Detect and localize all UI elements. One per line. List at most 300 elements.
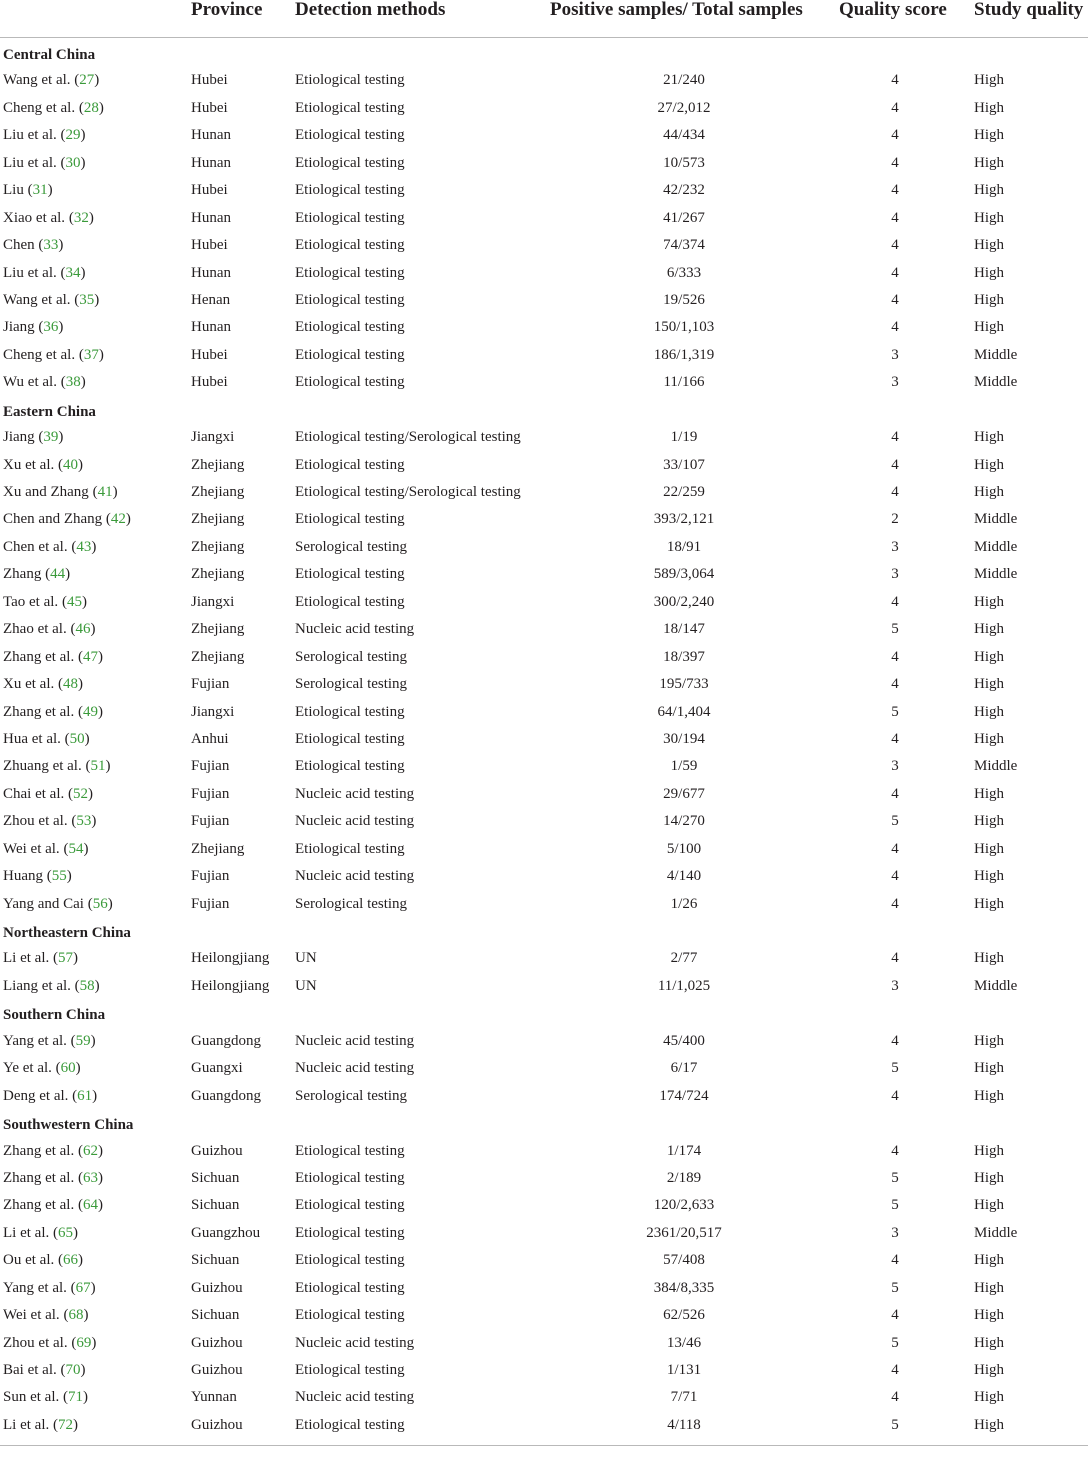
reference-number: 56 xyxy=(92,895,108,912)
study-cell: Sun et al. (71) xyxy=(3,1389,88,1406)
reference-number: 39 xyxy=(43,429,59,446)
table-row xyxy=(0,669,1088,696)
study-quality-cell: High xyxy=(974,1252,1004,1269)
study-cell: Huang (55) xyxy=(3,868,72,885)
quality-score-cell: 4 xyxy=(891,1389,899,1406)
detection-method-cell: Nucleic acid testing xyxy=(295,868,415,885)
reference-number: 27 xyxy=(79,72,95,89)
study-author: Bai et al. xyxy=(3,1362,57,1378)
study-author: Zhou et al. xyxy=(3,1334,68,1351)
province-cell: Hubei xyxy=(191,99,228,116)
study-author: Hua et al. xyxy=(3,730,61,747)
study-cell: Wang et al. (35) xyxy=(3,291,100,308)
study-author: Chen xyxy=(3,237,35,254)
province-cell: Guangzhou xyxy=(191,1224,261,1241)
detection-method-cell: Etiological testing xyxy=(295,1307,405,1324)
detection-method-cell: Nucleic acid testing xyxy=(295,1032,415,1049)
detection-method-cell: Etiological testing xyxy=(295,182,405,199)
detection-method-cell: Etiological testing xyxy=(295,703,405,720)
quality-score-cell: 4 xyxy=(891,1362,899,1378)
reference-number: 71 xyxy=(68,1389,83,1406)
study-quality-cell: High xyxy=(974,676,1004,693)
quality-score-cell: 4 xyxy=(891,950,899,967)
section-title: Northeastern China xyxy=(3,925,131,941)
quality-score-cell: 5 xyxy=(891,1416,899,1433)
reference-number: 69 xyxy=(76,1334,92,1351)
study-quality-cell: Middle xyxy=(974,511,1018,528)
table-row xyxy=(0,697,1088,724)
positive-samples-cell: 300/2,240 xyxy=(653,593,715,610)
study-author: Jiang xyxy=(3,319,35,336)
study-quality-cell: High xyxy=(974,813,1004,830)
study-author: Zhang xyxy=(3,566,42,583)
table-row xyxy=(0,724,1088,751)
study-quality-cell: Middle xyxy=(974,346,1018,363)
study-cell: Zhang et al. (47) xyxy=(3,648,103,665)
quality-score-cell: 4 xyxy=(891,72,899,89)
study-author: Zhang et al. xyxy=(3,1169,75,1186)
study-cell: Li et al. (57) xyxy=(3,950,78,967)
detection-method-cell: Etiological testing xyxy=(295,291,405,308)
table-row xyxy=(0,806,1088,833)
province-cell: Guizhou xyxy=(191,1279,243,1296)
study-cell: Wang et al. (27) xyxy=(3,72,100,89)
detection-method-cell: Etiological testing xyxy=(295,154,405,171)
detection-method-cell: Etiological testing xyxy=(295,99,405,116)
reference-number: 67 xyxy=(75,1279,91,1296)
province-cell: Guizhou xyxy=(191,1334,243,1351)
positive-samples-cell: 21/240 xyxy=(663,72,705,89)
positive-samples-cell: 4/118 xyxy=(667,1416,701,1433)
province-cell: Jiangxi xyxy=(191,593,235,610)
study-quality-cell: High xyxy=(974,127,1004,144)
province-cell: Hubei xyxy=(191,182,228,199)
positive-samples-cell: 5/100 xyxy=(666,840,702,857)
study-author: Yang et al. xyxy=(3,1032,67,1049)
study-cell: Xiao et al. (32) xyxy=(3,209,94,226)
table-row xyxy=(0,943,1088,970)
study-quality-cell: High xyxy=(974,1060,1004,1077)
positive-samples-cell: 74/374 xyxy=(663,237,705,254)
study-quality-cell: Middle xyxy=(974,538,1018,555)
study-cell: Wei et al. (54) xyxy=(3,840,89,857)
table-row xyxy=(0,559,1088,586)
table-row xyxy=(0,422,1088,449)
table-row xyxy=(0,614,1088,641)
study-quality-cell: High xyxy=(974,895,1004,912)
detection-method-cell: Etiological testing/Serological testing xyxy=(295,429,521,446)
study-cell: Zhang et al. (63) xyxy=(3,1169,103,1186)
study-quality-cell: Middle xyxy=(974,1224,1018,1241)
detection-method-cell: Nucleic acid testing xyxy=(295,621,415,638)
study-quality-cell: High xyxy=(974,429,1004,446)
positive-samples-cell: 44/434 xyxy=(663,127,705,144)
section-header xyxy=(0,998,1088,1025)
positive-samples-cell: 120/2,633 xyxy=(653,1197,715,1214)
detection-method-cell: Serological testing xyxy=(295,676,408,693)
quality-score-cell: 4 xyxy=(891,291,899,308)
study-author: Zhou et al. xyxy=(3,813,68,830)
detection-method-cell: Etiological testing xyxy=(295,346,405,363)
table-row xyxy=(0,532,1088,559)
positive-samples-cell: 2/189 xyxy=(666,1169,702,1186)
positive-samples-cell: 57/408 xyxy=(663,1252,705,1269)
study-cell: Wu et al. (38) xyxy=(3,374,86,391)
detection-method-cell: Etiological testing xyxy=(295,1279,405,1296)
detection-method-cell: Etiological testing xyxy=(295,1252,405,1269)
section-title: Southwestern China xyxy=(3,1117,134,1134)
reference-number: 52 xyxy=(72,785,88,802)
study-author: Liang et al. xyxy=(3,977,71,994)
detection-method-cell: Serological testing xyxy=(295,538,408,555)
quality-score-cell: 5 xyxy=(891,703,899,720)
reference-number: 40 xyxy=(62,456,78,473)
detection-method-cell: Etiological testing/Serological testing xyxy=(295,484,521,500)
study-quality-cell: High xyxy=(974,868,1004,885)
study-quality-cell: High xyxy=(974,237,1004,254)
study-cell: Li et al. (65) xyxy=(3,1224,78,1241)
table-row xyxy=(0,751,1088,778)
quality-score-cell: 4 xyxy=(891,456,899,473)
quality-score-cell: 4 xyxy=(891,1142,899,1159)
study-author: Chen et al. xyxy=(3,538,68,555)
quality-score-cell: 4 xyxy=(891,868,899,885)
detection-method-cell: Etiological testing xyxy=(295,511,405,528)
reference-number: 62 xyxy=(82,1142,98,1159)
study-quality-cell: High xyxy=(974,648,1004,665)
quality-score-cell: 4 xyxy=(891,264,899,281)
study-author: Liu et al. xyxy=(3,264,57,281)
detection-method-cell: Etiological testing xyxy=(295,209,405,226)
study-cell: Ye et al. (60) xyxy=(3,1060,81,1077)
study-quality-cell: High xyxy=(974,950,1004,967)
detection-method-cell: Etiological testing xyxy=(295,456,405,473)
quality-score-cell: 5 xyxy=(891,1197,899,1214)
quality-score-cell: 4 xyxy=(891,1032,899,1049)
table-header xyxy=(0,0,1088,38)
section-title: Southern China xyxy=(3,1007,106,1024)
study-author: Tao et al. xyxy=(3,593,59,610)
study-quality-cell: Middle xyxy=(974,977,1018,994)
quality-score-cell: 4 xyxy=(891,593,899,610)
study-author: Wei et al. xyxy=(3,1307,60,1324)
table-row xyxy=(0,1136,1088,1163)
province-cell: Zhejiang xyxy=(191,456,245,473)
table-row xyxy=(0,477,1088,504)
study-quality-cell: High xyxy=(974,703,1004,720)
study-cell: Liu et al. (29) xyxy=(3,127,86,144)
study-quality-cell: High xyxy=(974,1087,1004,1104)
study-quality-cell: High xyxy=(974,1197,1004,1214)
province-cell: Hubei xyxy=(191,346,228,363)
table-row xyxy=(0,1190,1088,1217)
positive-samples-cell: 393/2,121 xyxy=(653,511,715,528)
positive-samples-cell: 2361/20,517 xyxy=(646,1224,722,1241)
reference-number: 31 xyxy=(32,182,48,199)
study-quality-cell: High xyxy=(974,209,1004,226)
table-row xyxy=(0,340,1088,367)
quality-score-cell: 3 xyxy=(891,977,899,994)
study-cell: Zhou et al. (53) xyxy=(3,813,97,830)
study-cell: Xu and Zhang (41) xyxy=(3,484,118,500)
reference-number: 68 xyxy=(68,1307,84,1324)
study-author: Yang et al. xyxy=(3,1279,67,1296)
study-quality-cell: High xyxy=(974,1334,1004,1351)
quality-score-cell: 3 xyxy=(891,374,899,391)
province-cell: Sichuan xyxy=(191,1169,240,1186)
detection-method-cell: Etiological testing xyxy=(295,264,405,281)
study-author: Zhang et al. xyxy=(3,1142,75,1159)
quality-score-cell: 4 xyxy=(891,785,899,802)
study-author: Liu xyxy=(3,182,24,199)
province-cell: Hubei xyxy=(191,237,228,254)
detection-method-cell: Etiological testing xyxy=(295,593,405,610)
province-cell: Hunan xyxy=(191,154,231,171)
quality-score-cell: 4 xyxy=(891,99,899,116)
study-cell: Chen and Zhang (42) xyxy=(3,511,131,528)
study-cell: Cheng et al. (28) xyxy=(3,99,104,116)
table-row xyxy=(0,1355,1088,1382)
study-quality-cell: High xyxy=(974,456,1004,473)
reference-number: 34 xyxy=(65,264,81,281)
reference-number: 72 xyxy=(57,1416,73,1433)
reference-number: 47 xyxy=(82,648,98,665)
study-cell: Zhou et al. (69) xyxy=(3,1334,97,1351)
quality-score-cell: 4 xyxy=(891,1087,899,1104)
quality-score-cell: 4 xyxy=(891,319,899,336)
study-cell: Ou et al. (66) xyxy=(3,1252,83,1269)
positive-samples-cell: 150/1,103 xyxy=(653,319,715,336)
section-header xyxy=(0,1108,1088,1135)
detection-method-cell: Etiological testing xyxy=(295,319,405,336)
study-author: Zhao et al. xyxy=(3,621,67,638)
province-cell: Guangdong xyxy=(191,1087,261,1104)
study-quality-cell: High xyxy=(974,1169,1004,1186)
detection-method-cell: Etiological testing xyxy=(295,1224,405,1241)
study-author: Xu et al. xyxy=(3,456,55,473)
table-row xyxy=(0,1245,1088,1272)
reference-number: 63 xyxy=(82,1169,98,1186)
detection-method-cell: Etiological testing xyxy=(295,730,405,747)
table-row xyxy=(0,1081,1088,1108)
study-quality-cell: High xyxy=(974,72,1004,89)
study-quality-cell: High xyxy=(974,1362,1004,1378)
positive-samples-cell: 1/59 xyxy=(670,758,698,775)
province-cell: Anhui xyxy=(191,730,229,747)
study-author: Xiao et al. xyxy=(3,209,66,226)
study-author: Huang xyxy=(3,868,43,885)
reference-number: 46 xyxy=(75,621,91,638)
study-author: Liu et al. xyxy=(3,154,57,171)
detection-method-cell: Etiological testing xyxy=(295,1416,405,1433)
positive-samples-cell: 1/174 xyxy=(666,1142,702,1159)
study-author: Li et al. xyxy=(3,950,50,967)
table-body xyxy=(0,38,1088,1437)
positive-samples-cell: 29/677 xyxy=(663,785,705,802)
study-cell: Cheng et al. (37) xyxy=(3,346,104,363)
study-author: Jiang xyxy=(3,429,35,446)
study-cell: Chen (33) xyxy=(3,237,64,254)
detection-method-cell: Etiological testing xyxy=(295,1197,405,1214)
positive-samples-cell: 195/733 xyxy=(659,676,709,693)
positive-samples-cell: 19/526 xyxy=(663,291,705,308)
positive-samples-cell: 1/26 xyxy=(670,895,698,912)
header-positive-samples: Positive samples/ Total samples xyxy=(550,0,803,20)
quality-score-cell: 4 xyxy=(891,840,899,857)
reference-number: 36 xyxy=(43,319,59,336)
detection-method-cell: Serological testing xyxy=(295,648,408,665)
table-row xyxy=(0,285,1088,312)
province-cell: Fujian xyxy=(191,758,230,775)
study-author: Liu et al. xyxy=(3,127,57,144)
table-row xyxy=(0,65,1088,92)
study-author: Yang and Cai xyxy=(3,895,84,912)
province-cell: Heilongjiang xyxy=(191,977,270,994)
study-cell: Zhang et al. (64) xyxy=(3,1197,103,1214)
study-quality-cell: High xyxy=(974,319,1004,336)
reference-number: 61 xyxy=(77,1087,93,1104)
table-row xyxy=(0,450,1088,477)
quality-score-cell: 4 xyxy=(891,237,899,254)
reference-number: 37 xyxy=(83,346,99,363)
study-cell: Yang and Cai (56) xyxy=(3,895,113,912)
positive-samples-cell: 11/1,025 xyxy=(657,977,711,994)
study-author: Zhuang et al. xyxy=(3,758,82,775)
province-cell: Sichuan xyxy=(191,1197,240,1214)
table-row xyxy=(0,889,1088,916)
section-header xyxy=(0,38,1088,65)
header-detection-methods: Detection methods xyxy=(295,0,446,20)
reference-number: 45 xyxy=(66,593,82,610)
reference-number: 44 xyxy=(50,566,66,583)
positive-samples-cell: 11/166 xyxy=(663,374,705,391)
detection-method-cell: Etiological testing xyxy=(295,1362,405,1378)
reference-number: 28 xyxy=(83,99,99,116)
positive-samples-cell: 186/1,319 xyxy=(653,346,715,363)
detection-method-cell: Nucleic acid testing xyxy=(295,813,415,830)
reference-number: 30 xyxy=(65,154,81,171)
study-author: Sun et al. xyxy=(3,1389,60,1406)
table-row xyxy=(0,312,1088,339)
reference-number: 58 xyxy=(79,977,95,994)
detection-method-cell: UN xyxy=(295,950,317,967)
study-cell: Bai et al. (70) xyxy=(3,1362,86,1378)
study-author: Li et al. xyxy=(3,1224,50,1241)
study-author: Ou et al. xyxy=(3,1252,55,1269)
study-cell: Chai et al. (52) xyxy=(3,785,93,802)
study-author: Cheng et al. xyxy=(3,99,76,116)
quality-score-cell: 4 xyxy=(891,127,899,144)
province-cell: Zhejiang xyxy=(191,538,245,555)
quality-score-cell: 5 xyxy=(891,1169,899,1186)
study-quality-cell: High xyxy=(974,1279,1004,1296)
quality-score-cell: 4 xyxy=(891,484,899,500)
quality-score-cell: 3 xyxy=(891,1224,899,1241)
province-cell: Zhejiang xyxy=(191,566,245,583)
study-author: Chai et al. xyxy=(3,785,65,802)
study-quality-cell: High xyxy=(974,1032,1004,1049)
study-cell: Zhang et al. (62) xyxy=(3,1142,103,1159)
study-quality-cell: High xyxy=(974,99,1004,116)
province-cell: Jiangxi xyxy=(191,429,235,446)
province-cell: Jiangxi xyxy=(191,703,235,720)
study-cell: Li et al. (72) xyxy=(3,1416,78,1433)
study-quality-cell: High xyxy=(974,730,1004,747)
province-cell: Fujian xyxy=(191,813,230,830)
detection-method-cell: Etiological testing xyxy=(295,237,405,254)
study-quality-cell: High xyxy=(974,593,1004,610)
positive-samples-cell: 4/140 xyxy=(666,868,702,885)
table-row xyxy=(0,1410,1088,1437)
study-quality-cell: High xyxy=(974,264,1004,281)
province-cell: Zhejiang xyxy=(191,484,245,500)
positive-samples-cell: 13/46 xyxy=(666,1334,702,1351)
study-cell: Yang et al. (67) xyxy=(3,1279,96,1296)
study-cell: Liu (31) xyxy=(3,182,53,199)
study-author: Wei et al. xyxy=(3,840,60,857)
reference-number: 41 xyxy=(97,484,113,500)
study-quality-cell: High xyxy=(974,291,1004,308)
table-row xyxy=(0,203,1088,230)
positive-samples-cell: 589/3,064 xyxy=(653,566,715,583)
study-author: Wang et al. xyxy=(3,72,71,89)
positive-samples-cell: 42/232 xyxy=(663,182,705,199)
study-cell: Hua et al. (50) xyxy=(3,730,90,747)
reference-number: 54 xyxy=(68,840,84,857)
reference-number: 38 xyxy=(65,374,81,391)
quality-score-cell: 3 xyxy=(891,566,899,583)
positive-samples-cell: 2/77 xyxy=(670,950,698,967)
study-quality-cell: High xyxy=(974,484,1004,500)
study-quality-cell: High xyxy=(974,785,1004,802)
table-row xyxy=(0,120,1088,147)
study-quality-cell: High xyxy=(974,1389,1004,1406)
quality-score-cell: 4 xyxy=(891,209,899,226)
study-author: Zhang et al. xyxy=(3,648,75,665)
quality-score-cell: 4 xyxy=(891,676,899,693)
table-row xyxy=(0,504,1088,531)
quality-score-cell: 3 xyxy=(891,758,899,775)
province-cell: Zhejiang xyxy=(191,840,245,857)
study-quality-cell: Middle xyxy=(974,758,1018,775)
reference-number: 60 xyxy=(60,1060,76,1077)
province-cell: Hubei xyxy=(191,374,228,391)
detection-method-cell: Nucleic acid testing xyxy=(295,1334,415,1351)
positive-samples-cell: 6/333 xyxy=(666,264,702,281)
province-cell: Sichuan xyxy=(191,1307,240,1324)
province-cell: Hunan xyxy=(191,209,231,226)
study-quality-cell: High xyxy=(974,1142,1004,1159)
study-cell: Zhuang et al. (51) xyxy=(3,758,111,775)
table-row xyxy=(0,1300,1088,1327)
table-row xyxy=(0,1026,1088,1053)
study-author: Li et al. xyxy=(3,1416,50,1433)
reference-number: 59 xyxy=(75,1032,91,1049)
province-cell: Yunnan xyxy=(191,1389,237,1406)
section-title: Central China xyxy=(3,47,96,63)
study-cell: Yang et al. (59) xyxy=(3,1032,96,1049)
positive-samples-cell: 27/2,012 xyxy=(657,99,711,116)
study-author: Wu et al. xyxy=(3,374,57,391)
study-cell: Deng et al. (61) xyxy=(3,1087,98,1104)
positive-samples-cell: 7/71 xyxy=(670,1389,698,1406)
positive-samples-cell: 18/147 xyxy=(663,621,705,638)
province-cell: Guangdong xyxy=(191,1032,261,1049)
province-cell: Hunan xyxy=(191,264,231,281)
reference-number: 57 xyxy=(57,950,73,967)
reference-number: 48 xyxy=(62,676,78,693)
province-cell: Guizhou xyxy=(191,1142,243,1159)
